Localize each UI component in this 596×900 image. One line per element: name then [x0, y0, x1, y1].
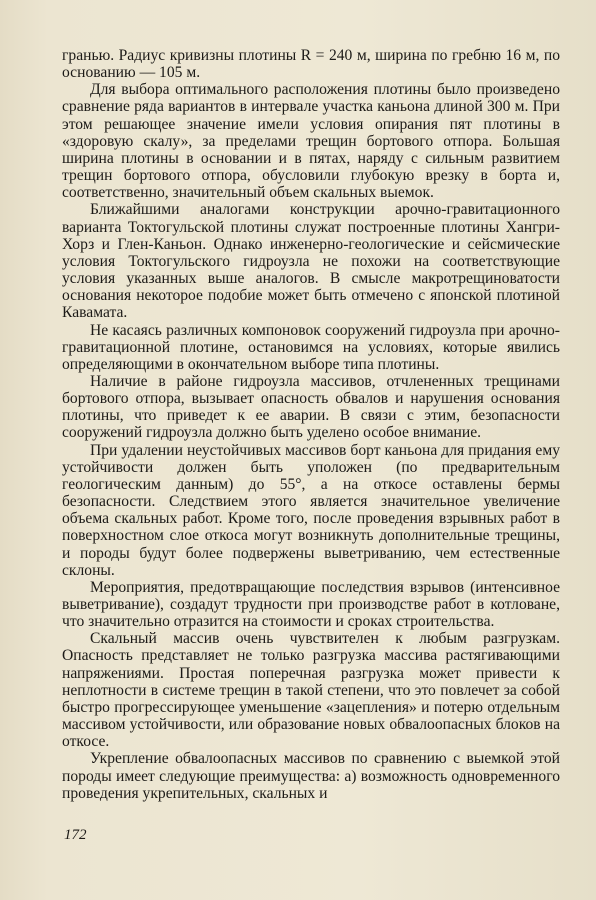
paragraph-8: Скальный массив очень чувствителен к любым разгрузкам. Опасность представляет не только разгрузка массива растягивающими напряжениями. Простая поперечная разгрузка может привести к неплотности в системе трещин в такой степени, что это повлечет за собой быстро прогрессирующее уменьшение «зацепления» и потерю отдельным массивом устойчивости, или образование новых обвалоопасных блоков на откосе.: [62, 630, 560, 751]
paragraph-2: Для выбора оптимального расположения плотины было произведено сравнение ряда вариантов в интервале участка каньона длиной 300 м. При этом решающее значение имели условия опирания пят плотины в «здоровую скалу», за пределами трещин бортового отпора. Большая ширина плотины в основании и в пятах, наряду с сильным развитием трещин бортового отпора, обусловили глубокую врезку в борта и, соответственно, значительный объем скальных выемок.: [62, 81, 560, 202]
body-text: [62, 47, 560, 802]
paragraph-1: гранью. Радиус кривизны плотины R = 240 м, ширина по гребню 16 м, по основанию — 105 м.: [62, 47, 560, 82]
paragraph-4: Не касаясь различных компоновок сооружений гидроузла при арочно-гравитационной плотине, остановимся на условиях, которые явились определяющими в окончательном выборе типа плотины.: [62, 321, 560, 373]
page-number: 172: [64, 827, 87, 843]
paragraph-6: При удалении неустойчивых массивов борт каньона для придания ему устойчивости должен быть уположен (по предварительным геологическим данным) до 55°, а на откосе оставлены бермы безопасности. Следствием этого является значительное увеличение объема скальных работ. Кроме того, после проведения взрывных работ в поверхностном слое откоса могут возникнуть дополнительные трещины, и породы будут более подвержены выветриванию, чем естественные склоны.: [62, 441, 560, 579]
paragraph-9: Укрепление обвалоопасных массивов по сравнению с выемкой этой породы имеет следующие преимущества: а) возможность одновременного проведения укрепительных, скальных и: [62, 750, 560, 802]
paragraph-3: Ближайшими аналогами конструкции арочно-гравитационного варианта Токтогульской плотины служат построенные плотины Хангри-Хорз и Глен-Каньон. Однако инженерно-геологические и сейсмические условия Токтогульского гидроузла не похожи на соответствующие условия указанных выше аналогов. В смысле макротрещиноватости основания некоторое подобие может быть отмечено с японской плотиной Кавамата.: [62, 201, 560, 322]
paragraph-5: Наличие в районе гидроузла массивов, отчлененных трещинами бортового отпора, вызывает опасность обвалов и нарушения основания плотины, что приведет к ее аварии. В связи с этим, безопасности сооружений гидроузла должно быть уделено особое внимание.: [62, 372, 560, 442]
paragraph-7: Мероприятия, предотвращающие последствия взрывов (интенсивное выветривание), создадут трудности при производстве работ в котловане, что значительно отразится на стоимости и сроках строительства.: [62, 578, 560, 631]
